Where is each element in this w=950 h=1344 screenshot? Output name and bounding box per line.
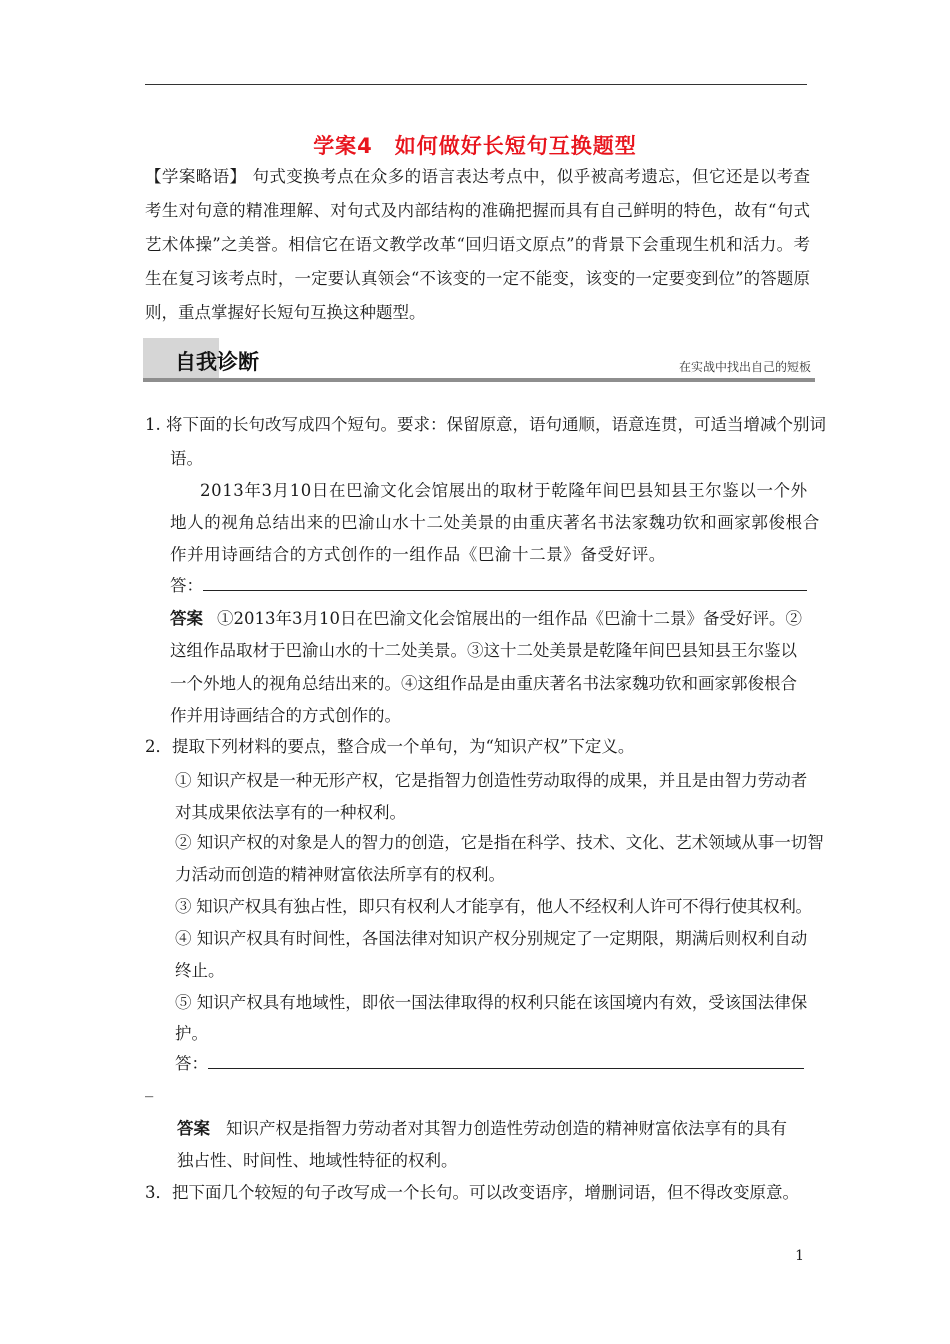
q2-item-2b: 力活动而创造的精神财富依法所享有的权利。 [175,865,505,884]
q2-item-5a: ⑤ 知识产权具有地域性，即依一国法律取得的权利只能在该国境内有效，受该国法律保 [175,993,808,1012]
q2-item-4b: 终止。 [175,961,225,980]
q3-line-1: 3．把下面几个较短的句子改写成一个长句。可以改变语序，增删词语，但不得改变原意。 [145,1183,799,1202]
q2-answer-prompt: 答： [175,1054,208,1073]
q1-line-2: 语。 [170,449,203,468]
q1-line-1: 1. 将下面的长句改写成四个短句。要求：保留原意，语句通顺，语意连贯，可适当增减个别词 [145,415,826,434]
page-title: 学案4 如何做好长短句互换题型 [313,134,637,158]
q1-answer-blank[interactable] [203,576,807,591]
section-rule [143,378,815,382]
q1-material-2: 地人的视角总结出来的巴渝山水十二处美景的由重庆著名书法家魏功钦和画家郭俊根合 [170,513,820,532]
q2-item-1a: ① 知识产权是一种无形产权，它是指智力创造性劳动取得的成果，并且是由智力劳动者 [175,771,808,790]
q1-answer-1: 答案 ①2013年3月10日在巴渝文化会馆展出的一组作品《巴渝十二景》备受好评。② [170,609,802,628]
q2-line-1: 2．提取下列材料的要点，整合成一个单句，为“知识产权”下定义。 [145,737,635,756]
q2-answer-label: 答案 [177,1119,210,1138]
q1-answer-4: 作并用诗画结合的方式创作的。 [170,706,401,725]
q1-answer-prompt: 答： [170,576,203,595]
q1-answer-2: 这组作品取材于巴渝山水的十二处美景。③这十二处美景是乾隆年间巴县知县王尔鉴以 [170,641,797,660]
q1-answer-line[interactable] [170,572,807,596]
q2-item-1b: 对其成果依法享有的一种权利。 [175,803,406,822]
q2-item-2a: ② 知识产权的对象是人的智力的创造，它是指在科学、技术、文化、艺术领域从事一切智 [175,833,824,852]
section-subtitle: 在实战中找出自己的短板 [678,360,811,374]
q2-item-3: ③ 知识产权具有独占性，即只有权利人才能享有，他人不经权利人许可不得行使其权利。 [175,897,812,916]
section-header [143,338,815,382]
q2-answer-line[interactable] [175,1050,804,1074]
q1-answer-3: 一个外地人的视角总结出来的。④这组作品是由重庆著名书法家魏功钦和画家郭俊根合 [170,674,797,693]
header-rule [145,84,807,85]
q2-answer-2: 独占性、时间性、地域性特征的权利。 [177,1151,458,1170]
q1-material-3: 作并用诗画结合的方式创作的一组作品《巴渝十二景》备受好评。 [170,545,666,564]
q2-item-4a: ④ 知识产权具有时间性，各国法律对知识产权分别规定了一定期限，期满后则权利自动 [175,929,808,948]
q1-answer-label: 答案 [170,609,203,628]
section-heading: 自我诊断 [175,350,259,374]
q1-material-1: 2013年3月10日在巴渝文化会馆展出的取材于乾隆年间巴县知县王尔鉴以一个外 [200,481,808,500]
q2-answer-dash: _ [145,1078,154,1097]
q2-item-5b: 护。 [175,1024,208,1043]
page-number: 1 [795,1248,804,1264]
intro-label: 【学案略语】 [145,167,247,186]
intro-paragraph [145,160,810,330]
intro-text: 句式变换考点在众多的语言表达考点中，似乎被高考遗忘，但它还是以考查考生对句意的精准理解、对句式及内部结构的准确把握而具有自己鲜明的特色，故有“句式艺术体操”之美誉。相信它在语文教学改革“回归语文原点”的背景下会重现生机和活力。考生在复习该考点时，一定要认真领会“不该变的一定不能变，该变的一定要变到位”的答题原则，重点掌握好长短句互换这种题型。 [145,167,811,322]
q2-answer-blank[interactable] [208,1054,804,1069]
q2-answer-1: 答案 知识产权是指智力劳动者对其智力创造性劳动创造的精神财富依法享有的具有 [177,1119,787,1138]
